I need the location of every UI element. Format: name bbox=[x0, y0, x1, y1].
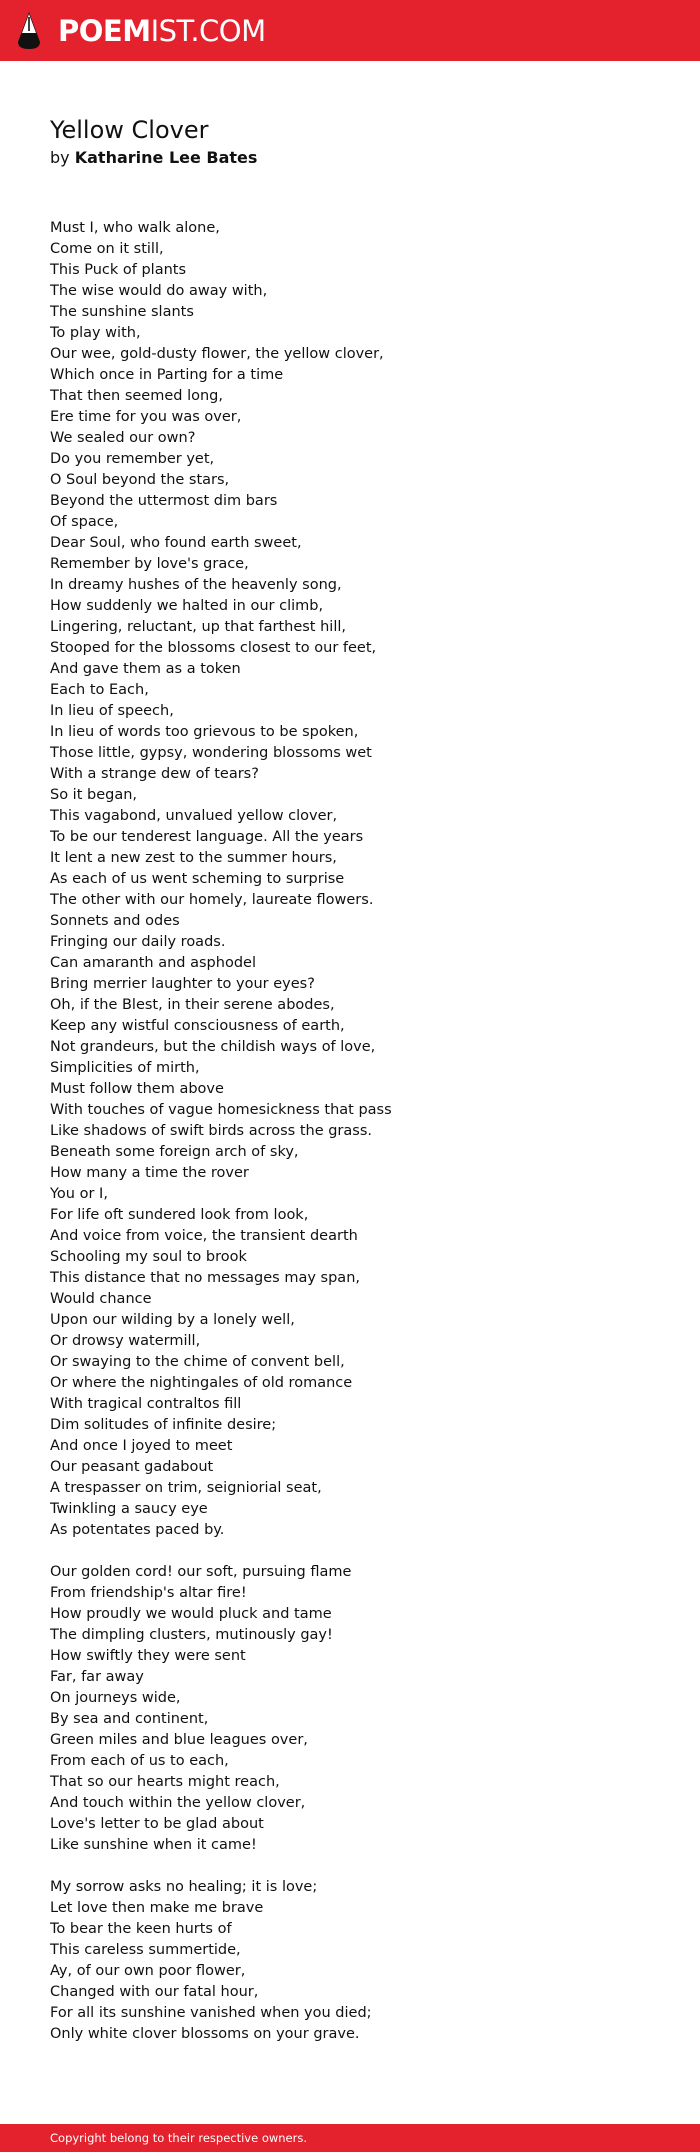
site-footer bbox=[0, 2124, 700, 2152]
poem-line: Our peasant gadabout bbox=[50, 1459, 214, 1475]
poem-line: Each to Each, bbox=[50, 682, 149, 698]
poem-line: Stooped for the blossoms closest to our feet, bbox=[50, 640, 377, 656]
poem-line: Sonnets and odes bbox=[50, 913, 180, 929]
poem-line: With tragical contraltos fill bbox=[50, 1396, 242, 1412]
poem-line: And touch within the yellow clover, bbox=[50, 1795, 306, 1811]
poem-line: Beyond the uttermost dim bars bbox=[50, 493, 278, 509]
poem-line: Twinkling a saucy eye bbox=[50, 1501, 208, 1517]
site-logo[interactable] bbox=[16, 11, 266, 51]
poem-line: How proudly we would pluck and tame bbox=[50, 1606, 332, 1622]
poem-line: And gave them as a token bbox=[50, 661, 241, 677]
poem-line: Would chance bbox=[50, 1291, 152, 1307]
poem-line: Bring merrier laughter to your eyes? bbox=[50, 976, 315, 992]
poem-line: Let love then make me brave bbox=[50, 1900, 264, 1916]
poem-line: As each of us went scheming to surprise bbox=[50, 871, 345, 887]
poem-line: Like sunshine when it came! bbox=[50, 1837, 257, 1853]
poem-line: In lieu of speech, bbox=[50, 703, 174, 719]
poem-line: Love's letter to be glad about bbox=[50, 1816, 264, 1832]
poem-line: In lieu of words too grievous to be spoken, bbox=[50, 724, 359, 740]
poem-line: Our wee, gold-dusty flower, the yellow clover, bbox=[50, 346, 384, 362]
poem-line: Ere time for you was over, bbox=[50, 409, 242, 425]
poem-line: Keep any wistful consciousness of earth, bbox=[50, 1018, 345, 1034]
poem-line: This Puck of plants bbox=[50, 262, 187, 278]
poem-line: Beneath some foreign arch of sky, bbox=[50, 1144, 299, 1160]
pen-nib-icon bbox=[16, 11, 42, 51]
site-header bbox=[0, 0, 700, 61]
poem-line: Which once in Parting for a time bbox=[50, 367, 284, 383]
poem-line: And once I joyed to meet bbox=[50, 1438, 233, 1454]
stanza bbox=[50, 1877, 650, 2045]
poem-line: We sealed our own? bbox=[50, 430, 196, 446]
poem-line: And voice from voice, the transient dearth bbox=[50, 1228, 358, 1244]
poem-line: How suddenly we halted in our climb, bbox=[50, 598, 324, 614]
poem-line: That then seemed long, bbox=[50, 388, 223, 404]
poem-byline bbox=[50, 146, 650, 170]
poem-line: Must follow them above bbox=[50, 1081, 224, 1097]
poem-line: For all its sunshine vanished when you died; bbox=[50, 2005, 372, 2021]
poem-line: Of space, bbox=[50, 514, 119, 530]
poem-line: Upon our wilding by a lonely well, bbox=[50, 1312, 295, 1328]
poem-line: Fringing our daily roads. bbox=[50, 934, 226, 950]
poem-line: From each of us to each, bbox=[50, 1753, 229, 1769]
poem-line: On journeys wide, bbox=[50, 1690, 181, 1706]
poem-line: That so our hearts might reach, bbox=[50, 1774, 280, 1790]
poem-line: Or swaying to the chime of convent bell, bbox=[50, 1354, 345, 1370]
poem-line: In dreamy hushes of the heavenly song, bbox=[50, 577, 342, 593]
poem-line: Or where the nightingales of old romance bbox=[50, 1375, 353, 1391]
poem-line: How swiftly they were sent bbox=[50, 1648, 246, 1664]
poem-line: To be our tenderest language. All the years bbox=[50, 829, 364, 845]
poem-line: Simplicities of mirth, bbox=[50, 1060, 200, 1076]
stanza bbox=[50, 1562, 650, 1856]
poem-line: Far, far away bbox=[50, 1669, 144, 1685]
poem-line: With touches of vague homesickness that pass bbox=[50, 1102, 392, 1118]
poem-line: Dear Soul, who found earth sweet, bbox=[50, 535, 302, 551]
poem-line: The sunshine slants bbox=[50, 304, 194, 320]
poem-title: Yellow Clover bbox=[50, 116, 209, 144]
poem-line: To bear the keen hurts of bbox=[50, 1921, 232, 1937]
poem-line: Lingering, reluctant, up that farthest hill, bbox=[50, 619, 346, 635]
poem-line: Do you remember yet, bbox=[50, 451, 215, 467]
stanza bbox=[50, 218, 650, 1541]
poem-line: This careless summertide, bbox=[50, 1942, 241, 1958]
poem-line: With a strange dew of tears? bbox=[50, 766, 259, 782]
poem-line: From friendship's altar fire! bbox=[50, 1585, 247, 1601]
copyright-text: Copyright belong to their respective owners. bbox=[50, 2131, 308, 2145]
poem-line: Changed with our fatal hour, bbox=[50, 1984, 259, 2000]
poem-line: To play with, bbox=[50, 325, 141, 341]
poem-line: Like shadows of swift birds across the grass. bbox=[50, 1123, 372, 1139]
poem-line: Or drowsy watermill, bbox=[50, 1333, 201, 1349]
poem-line: Not grandeurs, but the childish ways of love, bbox=[50, 1039, 376, 1055]
poem-line: The other with our homely, laureate flowers. bbox=[50, 892, 374, 908]
poem-line: Schooling my soul to brook bbox=[50, 1249, 247, 1265]
poem-line: Only white clover blossoms on your grave. bbox=[50, 2026, 360, 2042]
poem-body bbox=[50, 218, 650, 2045]
poem-line: Come on it still, bbox=[50, 241, 164, 257]
poem-line: Can amaranth and asphodel bbox=[50, 955, 256, 971]
poem-line: This vagabond, unvalued yellow clover, bbox=[50, 808, 338, 824]
poem-line: The wise would do away with, bbox=[50, 283, 268, 299]
poem-line: Must I, who walk alone, bbox=[50, 220, 220, 236]
poem-line: My sorrow asks no healing; it is love; bbox=[50, 1879, 318, 1895]
poem-line: This distance that no messages may span, bbox=[50, 1270, 360, 1286]
logo-light-text: IST.COM bbox=[150, 14, 266, 48]
poem-line: Oh, if the Blest, in their serene abodes, bbox=[50, 997, 335, 1013]
poem-line: Dim solitudes of infinite desire; bbox=[50, 1417, 277, 1433]
by-label: by bbox=[50, 148, 70, 167]
poem-line: How many a time the rover bbox=[50, 1165, 249, 1181]
poem-content bbox=[50, 114, 650, 2066]
author-link[interactable]: Katharine Lee Bates bbox=[74, 148, 258, 167]
poem-line: It lent a new zest to the summer hours, bbox=[50, 850, 337, 866]
poem-line: Ay, of our own poor flower, bbox=[50, 1963, 246, 1979]
logo-bold-text: POEM bbox=[58, 14, 151, 48]
poem-line: Remember by love's grace, bbox=[50, 556, 249, 572]
poem-line: So it began, bbox=[50, 787, 138, 803]
poem-line: O Soul beyond the stars, bbox=[50, 472, 230, 488]
poem-line: As potentates paced by. bbox=[50, 1522, 225, 1538]
poem-line: Those little, gypsy, wondering blossoms wet bbox=[50, 745, 372, 761]
poem-line: A trespasser on trim, seigniorial seat, bbox=[50, 1480, 322, 1496]
poem-line: Green miles and blue leagues over, bbox=[50, 1732, 308, 1748]
poem-line: The dimpling clusters, mutinously gay! bbox=[50, 1627, 333, 1643]
logo-wordmark bbox=[58, 11, 266, 51]
poem-line: Our golden cord! our soft, pursuing flame bbox=[50, 1564, 352, 1580]
poem-line: For life oft sundered look from look, bbox=[50, 1207, 309, 1223]
poem-line: You or I, bbox=[50, 1186, 108, 1202]
poem-line: By sea and continent, bbox=[50, 1711, 209, 1727]
